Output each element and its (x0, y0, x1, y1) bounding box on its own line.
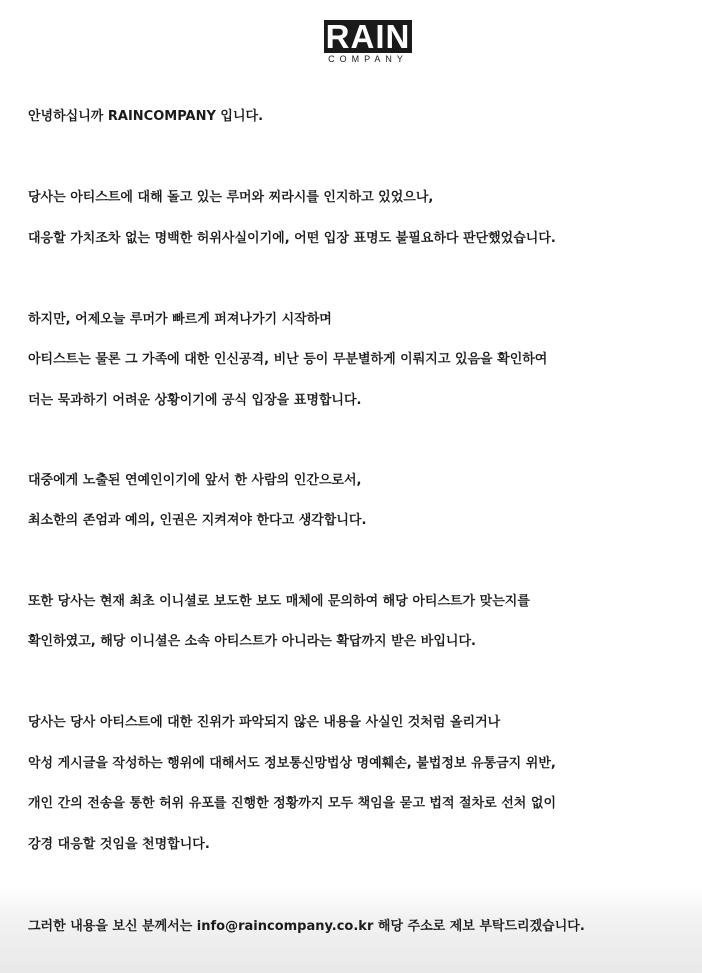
paragraph-2-line-3: 더는 묵과하기 어려운 상황이기에 공식 입장을 표명합니다. (28, 393, 362, 408)
logo-subtitle: COMPANY (328, 54, 408, 64)
logo-wordmark-text: RAIN (325, 18, 411, 55)
paragraph-5-line-2: 악성 게시글을 작성하는 행위에 대해서도 정보통신망법상 명예훼손, 불법정보 유통금지 위반, (28, 756, 556, 771)
paragraph-4-line-1: 또한 당사는 현재 최초 이니셜로 보도한 보도 매체에 문의하여 해당 아티스트가 맞는지를 (28, 594, 530, 609)
paragraph-5-line-3: 개인 간의 전송을 통한 허위 유포를 진행한 정황까지 모두 책임을 묻고 법적 절차로 선처 없이 (28, 796, 557, 811)
footer-band (0, 888, 702, 973)
greeting-line: 안녕하십니까 RAINCOMPANY 입니다. (28, 109, 264, 124)
paragraph-3-line-1: 대중에게 노출된 연예인이기에 앞서 한 사람의 인간으로서, (28, 473, 362, 488)
company-logo (306, 20, 430, 66)
paragraph-5-line-4: 강경 대응할 것임을 천명합니다. (28, 837, 210, 852)
paragraph-2-line-1: 하지만, 어제오늘 루머가 빠르게 퍼져나가기 시작하며 (28, 312, 332, 327)
paragraph-1-line-2: 대응할 가치조차 없는 명백한 허위사실이기에, 어떤 입장 표명도 불필요하다 판단했었습니다. (28, 231, 556, 246)
paragraph-4-line-2: 확인하였고, 해당 이니셜은 소속 아티스트가 아니라는 확답까지 받은 바입니다. (28, 634, 476, 649)
paragraph-3-line-2: 최소한의 존엄과 예의, 인권은 지켜져야 한다고 생각합니다. (28, 513, 367, 528)
paragraph-2-line-2: 아티스트는 물론 그 가족에 대한 인신공격, 비난 등이 무분별하게 이뤄지고 있음을 확인하여 (28, 352, 548, 367)
logo-wordmark (306, 20, 430, 53)
paragraph-5-line-1: 당사는 당사 아티스트에 대한 진위가 파악되지 않은 내용을 사실인 것처럼 올리거나 (28, 715, 501, 730)
paragraph-1-line-1: 당사는 아티스트에 대해 돌고 있는 루머와 찌라시를 인지하고 있었으나, (28, 190, 434, 205)
footer-contact-text: 그러한 내용을 보신 분께서는 info@raincompany.co.kr 해당 주소로 제보 부탁드리겠습니다. (28, 919, 585, 934)
